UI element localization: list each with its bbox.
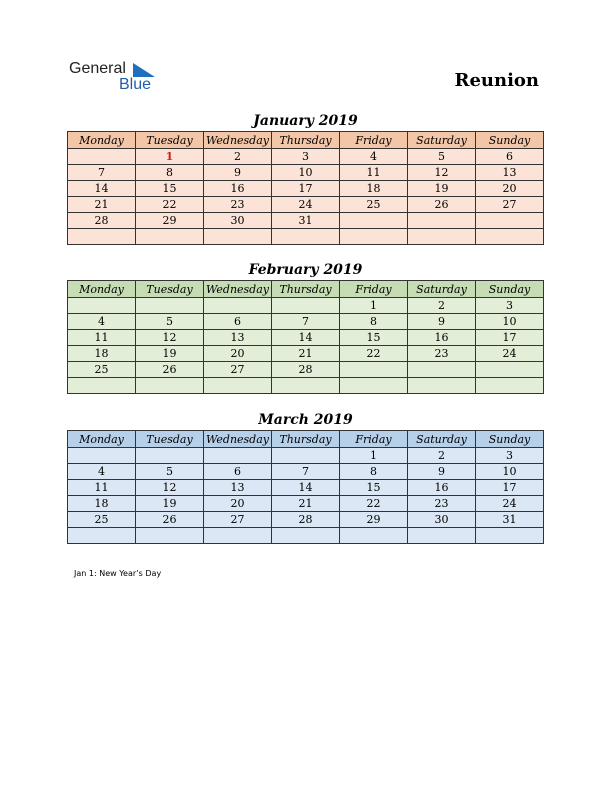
weekday-header: Sunday [476,431,544,448]
day-cell: 12 [136,480,204,496]
day-cell: 10 [272,165,340,181]
day-cell: 18 [340,181,408,197]
day-cell: 16 [408,330,476,346]
day-cell: 7 [272,464,340,480]
weekday-header: Monday [68,132,136,149]
weekday-header: Saturday [408,281,476,298]
day-cell: 27 [204,362,272,378]
day-cell: 10 [476,314,544,330]
day-cell: 25 [68,512,136,528]
empty-day-cell [136,298,204,314]
day-cell: 22 [340,496,408,512]
week-row [68,298,544,314]
day-cell: 13 [476,165,544,181]
day-cell: 12 [136,330,204,346]
day-cell: 2 [204,149,272,165]
day-cell: 24 [272,197,340,213]
empty-day-cell [340,528,408,544]
weekday-header: Wednesday [204,281,272,298]
empty-day-cell [340,378,408,394]
weekday-header: Friday [340,431,408,448]
weekday-header: Thursday [272,132,340,149]
day-cell: 17 [476,330,544,346]
empty-day-cell [476,213,544,229]
weekday-header: Wednesday [204,431,272,448]
day-cell: 26 [408,197,476,213]
day-cell: 1 [136,149,204,165]
day-cell: 24 [476,346,544,362]
empty-day-cell [204,378,272,394]
day-cell: 20 [204,496,272,512]
week-row [68,181,544,197]
empty-day-cell [272,378,340,394]
empty-day-cell [476,229,544,245]
weekday-header: Saturday [408,431,476,448]
weekday-header: Saturday [408,132,476,149]
day-cell: 6 [204,314,272,330]
day-cell: 15 [340,330,408,346]
day-cell: 31 [476,512,544,528]
day-cell: 25 [340,197,408,213]
day-cell: 12 [408,165,476,181]
day-cell: 5 [136,464,204,480]
day-cell: 31 [272,213,340,229]
day-cell: 29 [136,213,204,229]
day-cell: 11 [340,165,408,181]
day-cell: 30 [204,213,272,229]
day-cell: 21 [68,197,136,213]
day-cell: 4 [68,314,136,330]
empty-day-cell [136,229,204,245]
day-cell: 23 [204,197,272,213]
day-cell: 26 [136,512,204,528]
day-cell: 13 [204,330,272,346]
day-cell: 14 [272,330,340,346]
day-cell: 14 [68,181,136,197]
month-title: February 2019 [248,262,363,278]
empty-day-cell [68,149,136,165]
day-cell: 23 [408,496,476,512]
logo-text-blue: Blue [119,76,152,93]
week-row [68,378,544,394]
weekday-header: Friday [340,281,408,298]
month-january [67,111,544,245]
week-row [68,314,544,330]
day-cell: 27 [204,512,272,528]
empty-day-cell [476,362,544,378]
week-row [68,197,544,213]
day-cell: 28 [272,512,340,528]
day-cell: 28 [68,213,136,229]
day-cell: 20 [476,181,544,197]
day-cell: 30 [408,512,476,528]
day-cell: 3 [476,298,544,314]
day-cell: 19 [408,181,476,197]
day-cell: 4 [68,464,136,480]
weekday-header: Monday [68,431,136,448]
weekday-header: Sunday [476,132,544,149]
day-cell: 24 [476,496,544,512]
day-cell: 15 [136,181,204,197]
week-row [68,362,544,378]
weekday-header: Thursday [272,281,340,298]
weekday-header: Monday [68,281,136,298]
logo-triangle-icon [133,63,155,77]
month-march [67,410,544,544]
holiday-notes [74,569,161,578]
day-cell: 1 [340,448,408,464]
weekday-header: Tuesday [136,431,204,448]
empty-day-cell [476,528,544,544]
empty-day-cell [272,448,340,464]
day-cell: 17 [272,181,340,197]
weekday-header: Friday [340,132,408,149]
day-cell: 15 [340,480,408,496]
day-cell: 10 [476,464,544,480]
day-cell: 7 [272,314,340,330]
day-cell: 9 [204,165,272,181]
day-cell: 22 [340,346,408,362]
week-row [68,149,544,165]
weekday-header: Tuesday [136,132,204,149]
week-row [68,330,544,346]
day-cell: 29 [340,512,408,528]
weekday-header: Thursday [272,431,340,448]
empty-day-cell [408,378,476,394]
calendar-table [67,280,544,394]
country-title: Reunion [454,70,539,91]
day-cell: 6 [204,464,272,480]
calendar-table [67,430,544,544]
day-cell: 8 [340,464,408,480]
empty-day-cell [68,528,136,544]
empty-day-cell [68,298,136,314]
day-cell: 5 [136,314,204,330]
month-february [67,260,544,394]
empty-day-cell [272,298,340,314]
weekday-header-row [68,431,544,448]
day-cell: 19 [136,496,204,512]
day-cell: 2 [408,298,476,314]
empty-day-cell [476,378,544,394]
day-cell: 8 [136,165,204,181]
empty-day-cell [340,213,408,229]
week-row [68,496,544,512]
week-row [68,229,544,245]
empty-day-cell [204,528,272,544]
day-cell: 3 [476,448,544,464]
day-cell: 5 [408,149,476,165]
day-cell: 27 [476,197,544,213]
day-cell: 11 [68,480,136,496]
holiday-note: Jan 1: New Year’s Day [74,569,162,578]
week-row [68,464,544,480]
day-cell: 16 [204,181,272,197]
empty-day-cell [68,378,136,394]
day-cell: 11 [68,330,136,346]
empty-day-cell [340,229,408,245]
empty-day-cell [272,229,340,245]
empty-day-cell [408,528,476,544]
week-row [68,213,544,229]
day-cell: 3 [272,149,340,165]
empty-day-cell [136,448,204,464]
day-cell: 17 [476,480,544,496]
day-cell: 9 [408,464,476,480]
day-cell: 1 [340,298,408,314]
day-cell: 26 [136,362,204,378]
empty-day-cell [408,229,476,245]
day-cell: 14 [272,480,340,496]
day-cell: 8 [340,314,408,330]
weekday-header: Sunday [476,281,544,298]
empty-day-cell [204,229,272,245]
empty-day-cell [136,528,204,544]
day-cell: 28 [272,362,340,378]
day-cell: 19 [136,346,204,362]
day-cell: 20 [204,346,272,362]
day-cell: 18 [68,346,136,362]
day-cell: 9 [408,314,476,330]
day-cell: 25 [68,362,136,378]
weekday-header-row [68,281,544,298]
week-row [68,528,544,544]
weekday-header: Wednesday [204,132,272,149]
generalblue-logo [69,60,159,96]
calendar-table [67,131,544,245]
week-row [68,448,544,464]
logo-text-general: General [69,60,126,77]
week-row [68,512,544,528]
empty-day-cell [408,213,476,229]
weekday-header: Tuesday [136,281,204,298]
day-cell: 23 [408,346,476,362]
day-cell: 7 [68,165,136,181]
day-cell: 4 [340,149,408,165]
day-cell: 16 [408,480,476,496]
empty-day-cell [408,362,476,378]
month-title: January 2019 [253,113,358,129]
day-cell: 22 [136,197,204,213]
day-cell: 2 [408,448,476,464]
weekday-header-row [68,132,544,149]
day-cell: 21 [272,346,340,362]
empty-day-cell [204,298,272,314]
empty-day-cell [340,362,408,378]
empty-day-cell [68,229,136,245]
week-row [68,165,544,181]
day-cell: 18 [68,496,136,512]
empty-day-cell [68,448,136,464]
day-cell: 6 [476,149,544,165]
day-cell: 13 [204,480,272,496]
week-row [68,346,544,362]
empty-day-cell [204,448,272,464]
empty-day-cell [272,528,340,544]
month-title: March 2019 [258,412,353,428]
empty-day-cell [136,378,204,394]
week-row [68,480,544,496]
day-cell: 21 [272,496,340,512]
